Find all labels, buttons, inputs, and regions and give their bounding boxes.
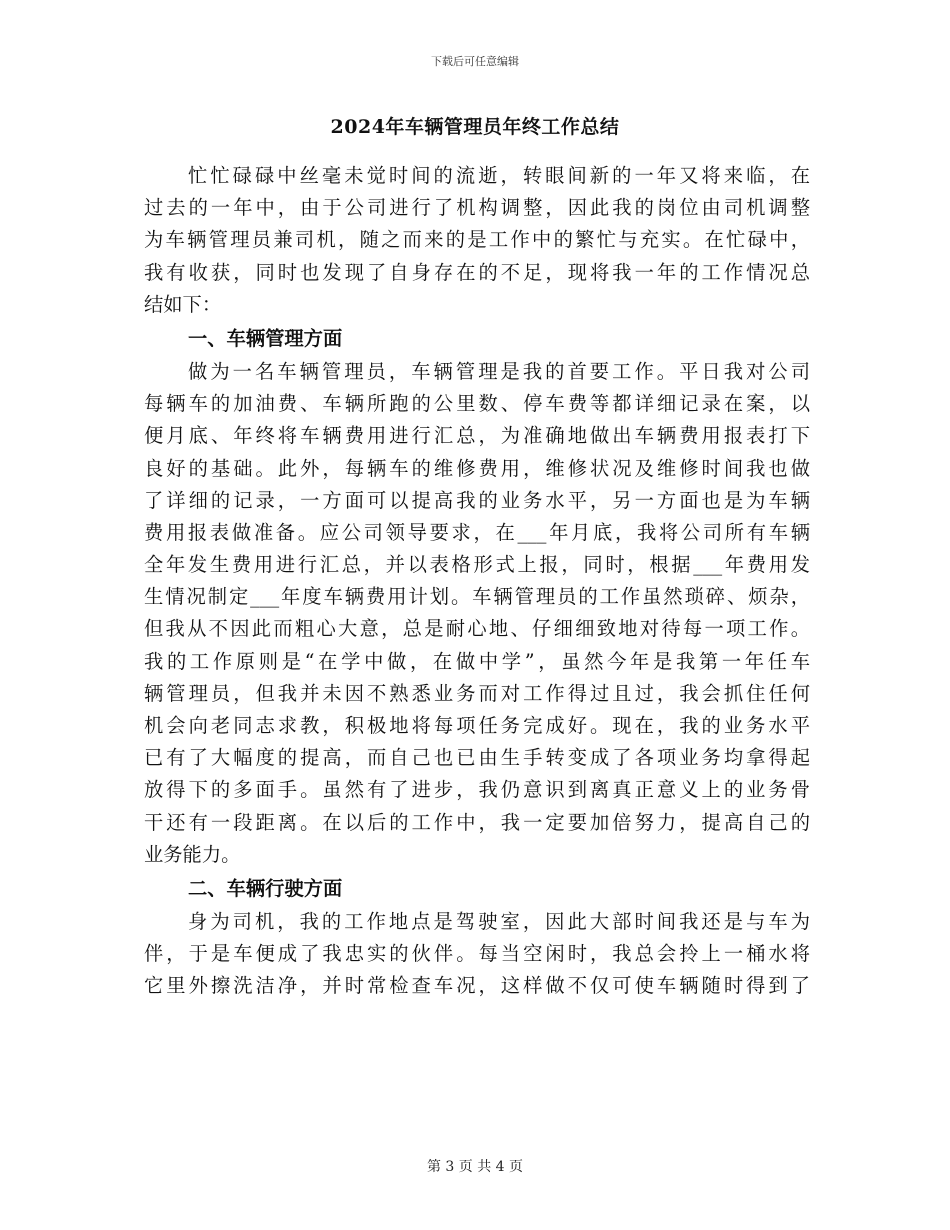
document-title: 2024年车辆管理员年终工作总结 xyxy=(330,116,620,138)
paragraph-line: 辆管理员，但我并未因不熟悉业务而对工作得过且过，我会抓住任何 xyxy=(144,681,810,705)
paragraph-line: 我的工作原则是“在学中做，在做中学”，虽然今年是我第一年任车 xyxy=(144,649,810,673)
paragraph-line: 它里外擦洗洁净，并时常检查车况，这样做不仅可使车辆随时得到了 xyxy=(144,974,810,998)
paragraph-line: 为车辆管理员兼司机，随之而来的是工作中的繁忙与充实。在忙碌中， xyxy=(144,228,810,252)
paragraph-line: 了详细的记录，一方面可以提高我的业务水平，另一方面也是为车辆 xyxy=(144,488,810,512)
paragraph-line: 伴，于是车便成了我忠实的伙伴。每当空闲时，我总会拎上一桶水将 xyxy=(144,942,810,966)
paragraph-line: 业务能力。 xyxy=(144,842,241,866)
section-heading-vehicle-driving: 二、车辆行驶方面 xyxy=(188,876,343,900)
paragraph-line: 便月底、年终将车辆费用进行汇总，为准确地做出车辆费用报表打下 xyxy=(144,424,810,448)
paragraph-line: 放得下的多面手。虽然有了进步，我仍意识到离真正意义上的业务骨 xyxy=(144,778,810,802)
paragraph-line: 费用报表做准备。应公司领导要求，在___年月底，我将公司所有车辆 xyxy=(144,520,810,544)
document-body xyxy=(144,160,810,1003)
paragraph-line: 过去的一年中，由于公司进行了机构调整，因此我的岗位由司机调整 xyxy=(144,196,810,220)
paragraph-line: 机会向老同志求教，积极地将每项任务完成好。现在，我的业务水平 xyxy=(144,714,810,737)
paragraph-line: 生情况制定___年度车辆费用计划。车辆管理员的工作虽然琐碎、烦杂， xyxy=(144,585,810,609)
paragraph-line: 干还有一段距离。在以后的工作中，我一定要加倍努力，提高自己的 xyxy=(144,810,810,834)
paragraph-line: 已有了大幅度的提高，而自己也已由生手转变成了各项业务均拿得起 xyxy=(144,746,810,770)
paragraph-line: 身为司机，我的工作地点是驾驶室，因此大部时间我还是与车为 xyxy=(188,909,810,933)
paragraph-line: 我有收获，同时也发现了自身存在的不足，现将我一年的工作情况总 xyxy=(144,260,810,284)
page-header-note: 下载后可任意编辑 xyxy=(431,55,519,68)
section-heading-vehicle-management: 一、车辆管理方面 xyxy=(188,326,343,350)
paragraph-line: 良好的基础。此外，每辆车的维修费用，维修状况及维修时间我也做 xyxy=(144,456,810,480)
paragraph-line: 忙忙碌碌中丝毫未觉时间的流逝，转眼间新的一年又将来临，在 xyxy=(188,164,810,187)
page-number-footer: 第 3 页 共 4 页 xyxy=(426,1159,524,1175)
paragraph-line: 结如下： xyxy=(144,292,222,316)
paragraph-line: 做为一名车辆管理员，车辆管理是我的首要工作。平日我对公司 xyxy=(188,359,810,383)
paragraph-line: 全年发生费用进行汇总，并以表格形式上报，同时，根据___年费用发 xyxy=(144,553,810,577)
paragraph-line: 每辆车的加油费、车辆所跑的公里数、停车费等都详细记录在案，以 xyxy=(144,392,810,416)
paragraph-line: 但我从不因此而粗心大意，总是耐心地、仔细细致地对待每一项工作。 xyxy=(144,617,810,641)
